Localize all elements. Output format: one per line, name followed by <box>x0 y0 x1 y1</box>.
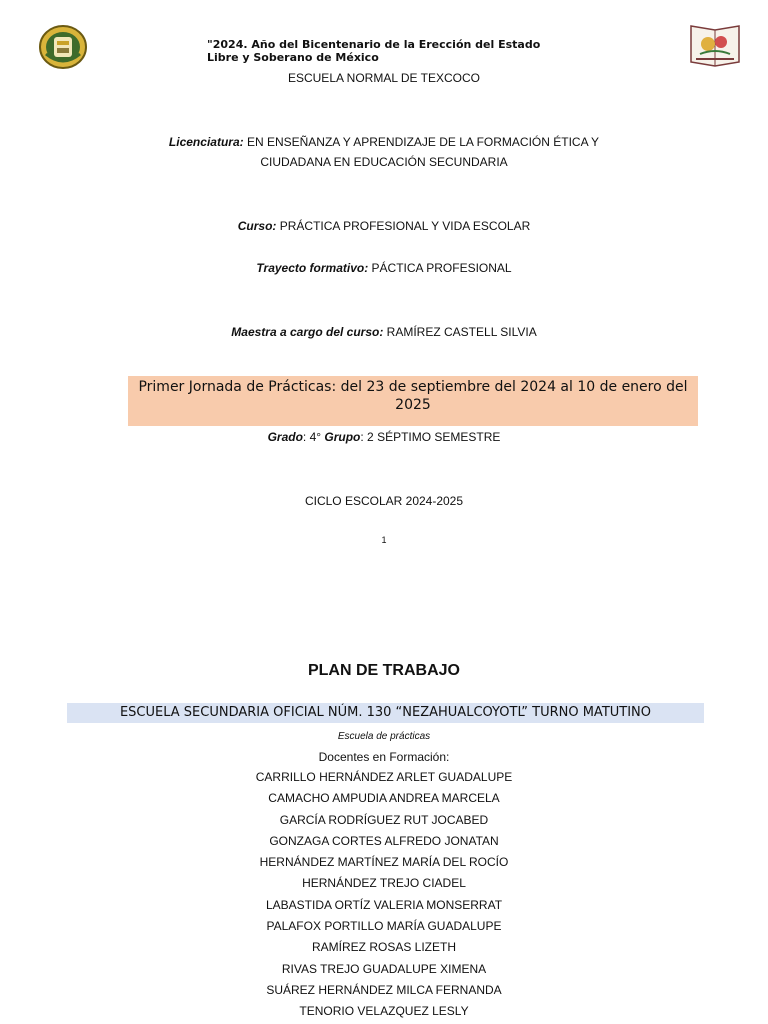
list-item: CAMACHO AMPUDIA ANDREA MARCELA <box>268 791 500 806</box>
practice-school-caption: Escuela de prácticas <box>337 731 431 742</box>
school-cycle: CICLO ESCOLAR 2024-2025 <box>304 494 464 508</box>
list-item: RAMÍREZ ROSAS LIZETH <box>311 940 457 955</box>
docentes-heading: Docentes en Formación: <box>318 750 450 764</box>
practice-school-banner: ESCUELA SECUNDARIA OFICIAL NÚM. 130 “NEZAHUALCOYOTL” TURNO MATUTINO <box>67 703 704 723</box>
grado-grupo-line <box>0 430 768 444</box>
list-item: RIVAS TREJO GUADALUPE XIMENA <box>281 961 487 976</box>
list-item: SUÁREZ HERNÁNDEZ MILCA FERNANDA <box>266 982 502 997</box>
motto-line-1: "2024. Año del Bicentenario de la Erección del Estado <box>207 38 541 51</box>
list-item: GONZAGA CORTES ALFREDO JONATAN <box>269 833 499 848</box>
licenciatura-value-1: EN ENSEÑANZA Y APRENDIZAJE DE LA FORMACIÓN ÉTICA Y <box>243 135 600 149</box>
licenciatura-line <box>0 135 768 149</box>
list-item: HERNÁNDEZ MARTÍNEZ MARÍA DEL ROCÍO <box>259 855 509 870</box>
curso-value: PRÁCTICA PROFESIONAL Y VIDA ESCOLAR <box>276 219 531 233</box>
maestra-value: RAMÍREZ CASTELL SILVIA <box>383 325 537 339</box>
grupo-value: : 2 SÉPTIMO SEMESTRE <box>360 430 501 444</box>
list-item: HERNÁNDEZ TREJO CIADEL <box>302 876 466 891</box>
list-item: LABASTIDA ORTÍZ VALERIA MONSERRAT <box>265 897 503 912</box>
grado-label: Grado <box>267 430 303 444</box>
maestra-line <box>0 325 768 339</box>
trayecto-label: Trayecto formativo: <box>256 261 369 275</box>
institution-logo-icon <box>688 20 742 68</box>
docentes-list <box>0 767 768 1023</box>
licenciatura-label: Licenciatura: <box>168 135 244 149</box>
plan-title: PLAN DE TRABAJO <box>307 662 460 679</box>
list-item: TENORIO VELAZQUEZ LESLY <box>299 1004 469 1019</box>
practice-dates-text: Primer Jornada de Prácticas: del 23 de septiembre del 2024 al 10 de enero del 2025 <box>138 379 688 413</box>
curso-line <box>0 219 768 233</box>
bicentennial-motto <box>207 38 567 64</box>
list-item: CARRILLO HERNÁNDEZ ARLET GUADALUPE <box>255 770 513 784</box>
trayecto-value: PÁCTICA PROFESIONAL <box>368 261 512 275</box>
list-item: GARCÍA RODRÍGUEZ RUT JOCABED <box>279 812 489 827</box>
grado-value: : 4° <box>302 430 325 444</box>
grupo-label: Grupo <box>324 430 361 444</box>
licenciatura-value-2: CIUDADANA EN EDUCACIÓN SECUNDARIA <box>260 155 508 169</box>
list-item: PALAFOX PORTILLO MARÍA GUADALUPE <box>266 919 502 934</box>
school-seal-icon <box>38 24 88 70</box>
school-name: ESCUELA NORMAL DE TEXCOCO <box>287 71 481 85</box>
maestra-label: Maestra a cargo del curso: <box>231 325 384 339</box>
practice-dates-banner <box>128 376 698 426</box>
motto-line-2: Libre y Soberano de México <box>207 51 379 64</box>
curso-label: Curso: <box>237 219 277 233</box>
page-number: 1 <box>381 535 387 545</box>
trayecto-line <box>0 261 768 275</box>
